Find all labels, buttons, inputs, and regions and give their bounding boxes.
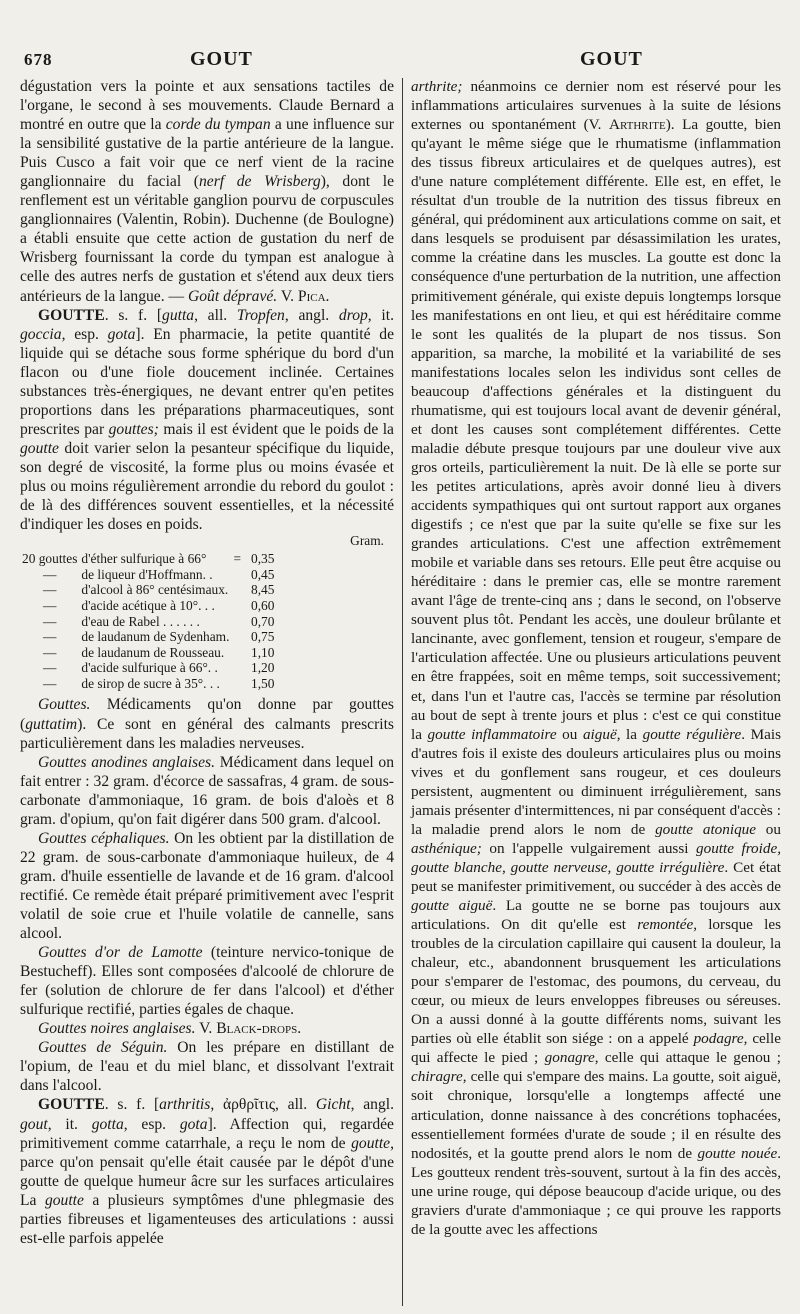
dose-weight: 0,35 [251,551,275,567]
running-header [12,44,788,74]
dose-equals [231,582,243,598]
dose-equals [231,660,243,676]
dose-row [20,614,276,630]
dose-description: d'éther sulfurique à 66° [81,551,207,567]
entry-goutte-disease: GOUTTE. s. f. [arthritis, ἀρθρῖτις, all. Gicht, angl. gout, it. gotta, esp. gota]. Affection qui, regardée primitivement comme catarrhale, a reçu le nom de goutte, parce qu'on pensait qu'elle était causée par le dépôt d'une goutte de quelque humeur âcre sur les surfaces articulaires La goutte a plusieurs symptômes d'une phlegmasie des parties fibreuses et ligamenteuses des articulations : aussi est-elle parfois appelée [20,1096,394,1247]
left-column [20,77,394,1248]
dose-equals [231,645,243,661]
entry-gouttes-seguin: Gouttes de Séguin. On les prépare en distillant de l'opium, de l'eau et du miel blanc, et dissolvant l'extrait dans l'alcool. [20,1039,394,1095]
dose-description: d'alcool à 86° centésimaux. [81,582,229,598]
paragraph-gout-continuation: dégustation vers la pointe et aux sensations tactiles de l'organe, le second à ses mouvements. Claude Bernard a montré en outre que la corde du tympan a une influence sur la sensibilité gustative de la partie antérieure de la langue. Puis Cusco a fait voir que ce nerf vient de la racine ganglionnaire du facial (nerf de Wrisberg), dont le renflement est un véritable ganglion pourvu de corpuscules ganglionnaires (Valentin, Robin). Duchenne (de Boulogne) a établi ensuite que cette action de gustation du nerf de Wrisberg fournissant la corde du tympan est analogue à celle des autres nerfs de gustation et s'étend aux deux tiers antérieurs de la langue. — Goût dépravé. V. Pica. [20,78,394,305]
left-running-head: GOUT [190,48,253,70]
gram-label: Gram. [350,533,384,549]
dose-weight: 0,70 [251,613,275,629]
dose-row [20,645,276,661]
entry-gouttes-lamotte: Gouttes d'or de Lamotte (teinture nervico-tonique de Bestucheff). Elles sont composées d'alcoolé de chlorure de fer (solution de chlorure de fer dans l'alcool) et d'éther sulfurique rectifié, parties égales de chaque. [20,944,394,1019]
entry-gouttes: Gouttes. Médicaments qu'on donne par gouttes (guttatim). Ce sont en général des calmants prescrits particulièrement dans les maladies nerveuses. [20,696,394,752]
dose-lead: — [43,613,57,629]
dose-equals: = [233,551,241,567]
dose-weight: 1,50 [251,675,275,691]
dose-weight: 0,75 [251,629,275,645]
dose-description: de sirop de sucre à 35°. . . [81,675,220,691]
paragraph-goutte-continuation: arthrite; néanmoins ce dernier nom est réservé pour les inflammations articulaires survenues à la suite de lésions externes ou spontanément (V. Arthrite). La goutte, bien qu'ayant le même siége que le rhumatisme (inflammation des tissus fibreux articulaires et de quelques autres), est d'une nature complétement différente. Elle est, en effet, le résultat d'un trouble de la nutrition des tissus fibreux en général, qui prédominent aux articulations comme on sait, et dans lesquels se produisent par désassimilation les urates, comme la créatine dans les muscles. La goutte est donc la conséquence d'une perturbation de la nutrition, une affection primitivement générale, qui existe depuis longtemps lorsque les manifestations en ont lieu, et qui est héréditaire comme le sont les qualités de la plupart de nos tissus. Son apparition, sa marche, la mobilité et la variabilité de ses manifestations locales selon les individus sont celles de beaucoup d'affections générales et la distinguent du rhumatisme, qui est toujours local avant de devenir général, et dont les causes sont complétement différentes. Cette maladie débute presque toujours par une douleur vive aux gros orteils, particulièrement la nuit. De là elle se porte sur les petites articulations, après avoir donné lieu à divers accidents sympathiques qui ont surtout rapport aux organes digestifs ; ce n'est que par la suite qu'elle se fixe sur les grandes articulations. C'est une affection extrêmement mobile et variable dans ses retours. Elle peut être acquise ou héréditaire : dans le premier cas, elle se montre rarement avant l'âge de trente-cinq ans ; dans le second, on l'observe souvent plus tôt. Pendant les accès, une douleur brûlante et lancinante, avec gonflement, tension et rougeur, s'empare de l'articulation affectée. Une ou plusieurs articulations peuvent en être frappées, soit en même temps, soit successivement; et, dans l'un et l'autre cas, l'accès se termine par résolution au bout de sept à trente jours et plus : c'est ce qui constitue la goutte inflammatoire ou aiguë, la goutte régulière. Mais d'autres fois il existe des douleurs articulaires plus ou moins vives et du gonflement sans rougeur, et ces douleurs persistent, augmentent ou diminuent irrégulièrement, sans jamais présenter d'intermittences, ni par conséquent d'accès : la maladie prend alors le nom de goutte atonique ou asthénique; on l'appelle vulgairement aussi goutte froide, goutte blanche, goutte nerveuse, goutte irrégulière. Cet état peut se manifester primitivement, ou succéder à des accès de goutte aiguë. La goutte ne se borne pas toujours aux articulations. On dit qu'elle est remontée, lorsque les troubles de la circulation capillaire qui causent la douleur, la chaleur, etc., abandonnent brusquement les articulations pour s'emparer de l'estomac, des poumons, du cerveau, du cœur, ou mieux de leurs enveloppes fibreuses ou séreuses. On a aussi donné à la goutte différents noms, suivant les parties où elle établit son siége : on a appelé podagre, celle qui affecte le pied ; gonagre, celle qui attaque le genou ; chiragre, celle qui s'empare des mains. La goutte, soit aiguë, soit chronique, lorsqu'elle a longtemps affecté une articulation, donne naissance à des concrétions tophacées, essentiellement formées d'urate de soude ; il en résulte des nodosités, et la goutte prend alors le nom de goutte nouée. Les goutteux rendent très-souvent, surtout à la fin des accès, une urine rouge, qui dépose beaucoup d'acide urique, ou des graviers d'urate d'ammoniaque ; ce qui prouve les rapports de la goutte avec les affections [411,78,782,1238]
right-running-head: GOUT [580,48,643,70]
dose-weight: 1,10 [251,644,275,660]
headword-goutte-disease: GOUTTE [38,1096,105,1114]
dose-description: d'acide acétique à 10°. . . [81,597,215,613]
dose-lead: — [43,629,57,645]
dose-row [20,598,276,614]
entry-gouttes-anodines: Gouttes anodines anglaises. Médicament dans lequel on fait entrer : 32 gram. d'écorce de sassafras, 4 gram. de sous-carbonate d'ammoniaque, 16 gram. de bois d'aloès et 8 gram. d'opium, qu'on fait digérer dans 500 gram. d'alcool. [20,753,394,828]
dose-row [20,567,276,583]
dose-row [20,676,276,692]
dose-row [20,629,276,645]
dose-lead: — [43,660,57,676]
dose-table [20,551,276,691]
dose-description: de laudanum de Sydenham. [81,629,230,645]
dose-equals [231,676,243,692]
dose-lead: — [43,582,57,598]
dose-equals [231,629,243,645]
dose-row [20,582,276,598]
dose-equals [231,598,243,614]
entry-gouttes-noires: Gouttes noires anglaises. V. Black-drops. [38,1020,302,1038]
dose-description: d'acide sulfurique à 66°. . [81,660,218,676]
page-number: 678 [24,50,53,69]
dose-row [20,660,276,676]
dose-lead: — [43,644,57,660]
headword-goutte: GOUTTE [38,306,105,324]
dose-weight: 0,60 [251,597,275,613]
entry-gouttes-cephaliques: Gouttes céphaliques. On les obtient par la distillation de 22 gram. de sous-carbonate d'ammoniaque huileux, de 4 gram. d'huile essentielle de lavande et de 16 gram. d'alcool rectifié. Ce remède était préparé primitivement avec l'esprit volatil de soie crue et l'huile volatile de cannelle, sans alcool. [20,829,394,943]
entry-goutte-pharmacy: GOUTTE. s. f. [gutta, all. Tropfen, angl. drop, it. goccia, esp. gota]. En pharmacie, la petite quantité de liquide qui se détache sous forme sphérique du bord d'un flacon ou d'une fiole doucement inclinée. Certaines substances très-énergiques, ne devant entrer qu'en petites proportions dans les préparations pharmaceutiques, sont prescrites par gouttes; mais il est évident que le poids de la goutte doit varier selon la pesanteur spécifique du liquide, son degré de viscosité, la forme plus ou moins évasée et plus ou moins régulièrement arrondie du rebord du goulot : de là des différences souvent essentielles, et la nécessité d'indiquer les doses en poids. [20,306,394,534]
dose-description: de liqueur d'Hoffmann. . [81,566,213,582]
column-divider [402,78,403,1306]
dose-weight: 1,20 [251,660,275,676]
right-column [411,77,781,1239]
dose-equals [231,567,243,583]
dose-description: de laudanum de Rousseau. [81,644,225,660]
dose-weight: 0,45 [251,566,275,582]
dose-lead: — [43,675,57,691]
dose-lead: — [43,597,57,613]
dose-row [20,551,276,567]
dose-lead: — [43,566,57,582]
dose-equals [231,614,243,630]
dose-weight: 8,45 [251,582,275,598]
dose-description: d'eau de Rabel . . . . . . [81,613,200,629]
dose-lead: 20 gouttes [22,551,78,567]
